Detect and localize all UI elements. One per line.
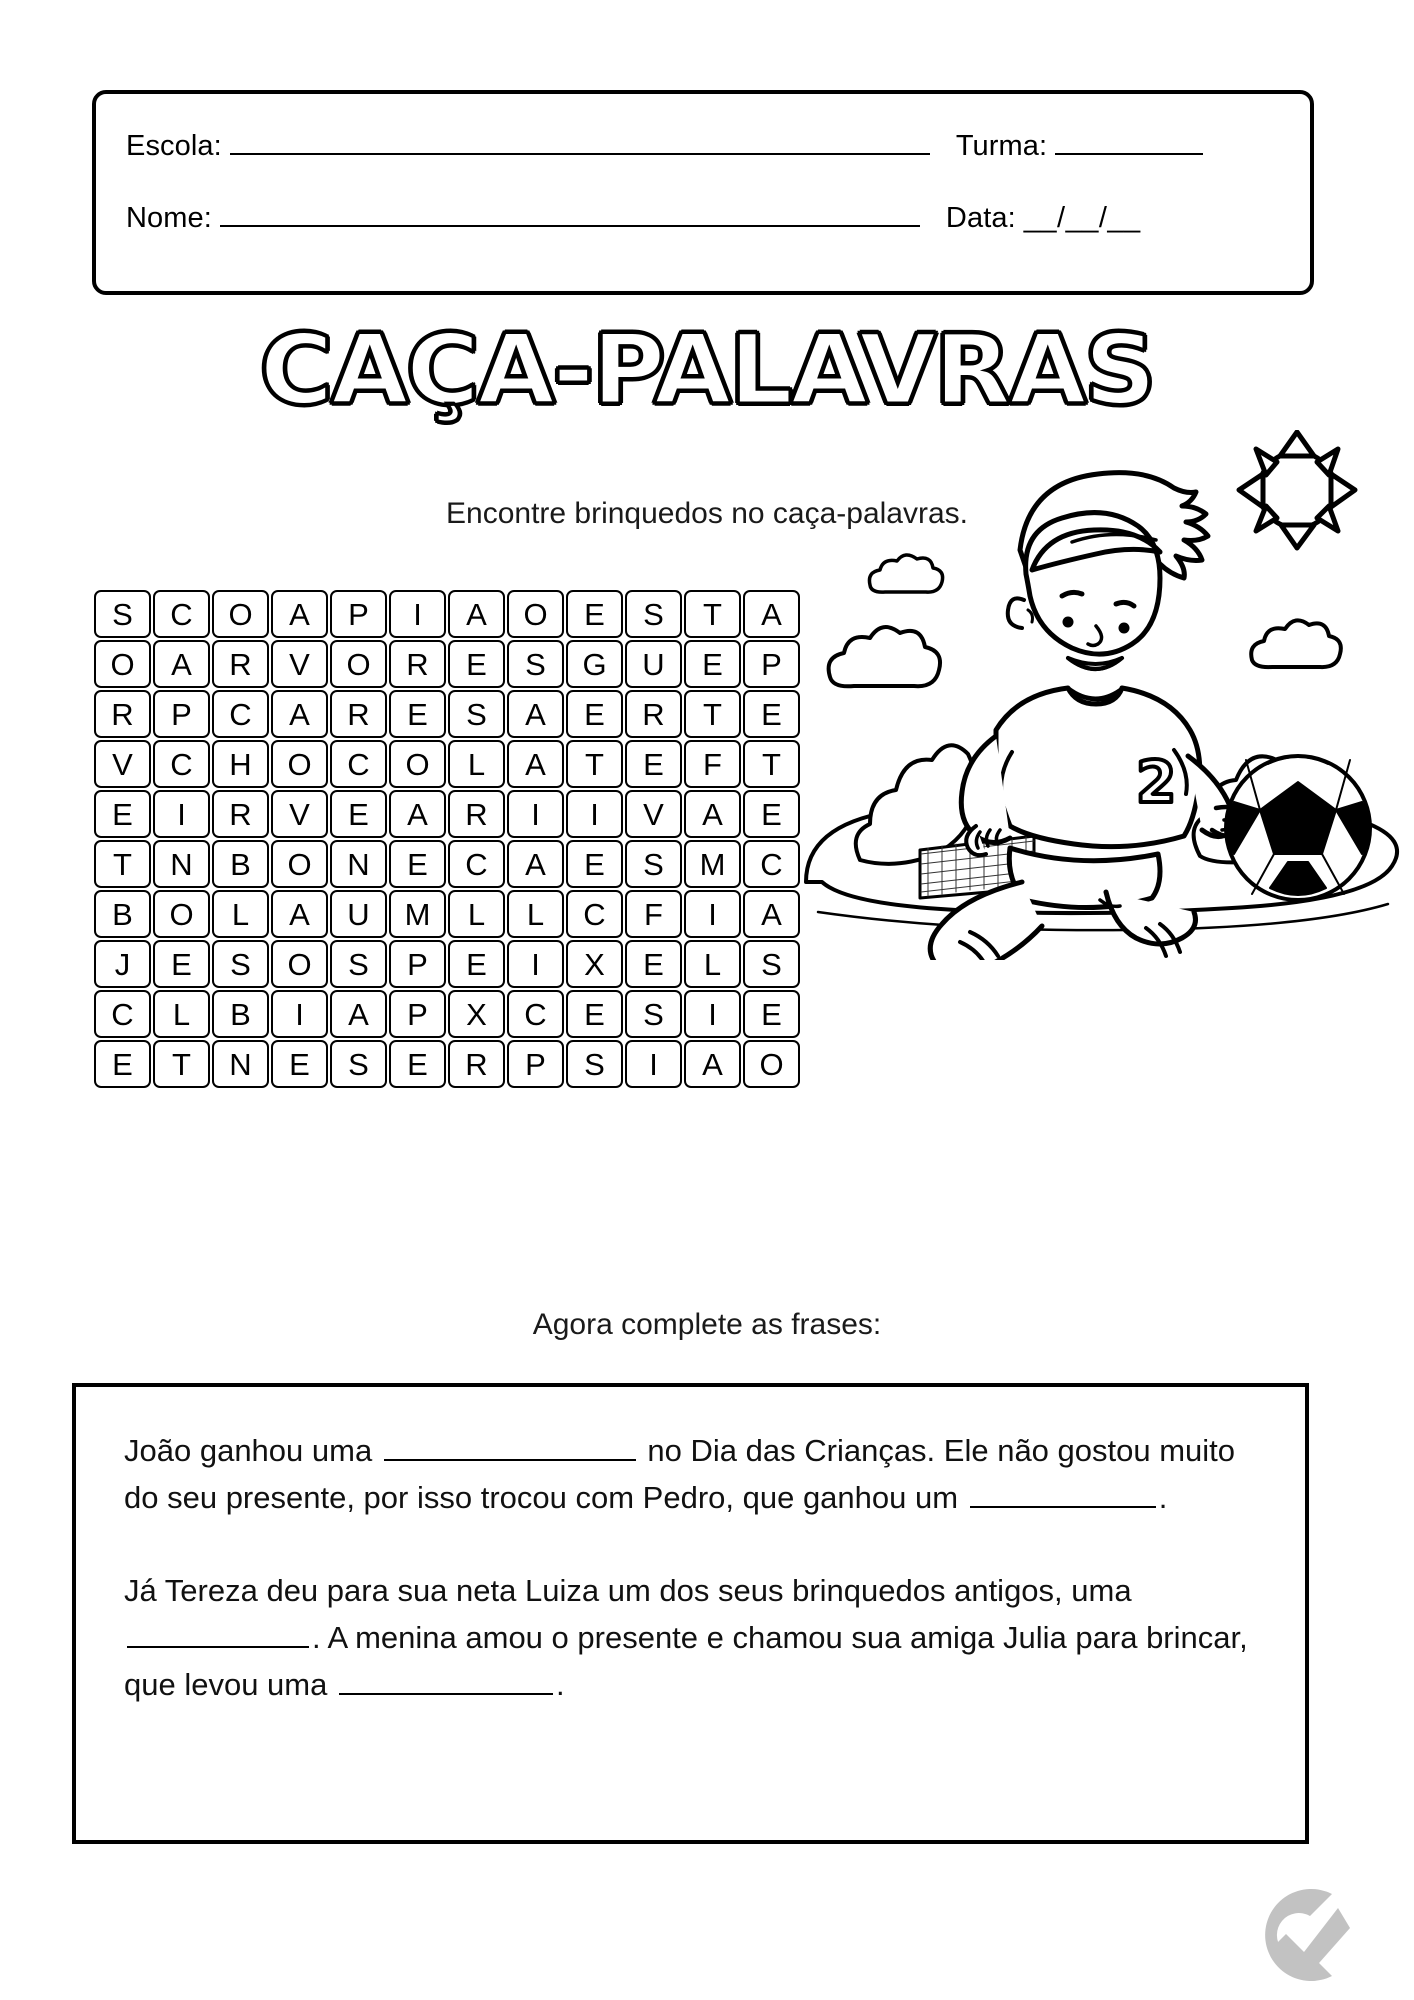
grid-cell-r6-c4[interactable]: O: [271, 840, 328, 888]
grid-cell-r2-c6[interactable]: R: [389, 640, 446, 688]
grid-cell-r2-c7[interactable]: E: [448, 640, 505, 688]
sentence-1-blank-1[interactable]: [384, 1435, 636, 1461]
grid-cell-r8-c7[interactable]: E: [448, 940, 505, 988]
grid-cell-r8-c11[interactable]: L: [684, 940, 741, 988]
grid-cell-r5-c12[interactable]: E: [743, 790, 800, 838]
grid-cell-r10-c11[interactable]: A: [684, 1040, 741, 1088]
jersey-number: 2: [1136, 748, 1177, 816]
grid-cell-r7-c7[interactable]: L: [448, 890, 505, 938]
grid-cell-r10-c10[interactable]: I: [625, 1040, 682, 1088]
grid-cell-r10-c9[interactable]: S: [566, 1040, 623, 1088]
grid-cell-r4-c10[interactable]: E: [625, 740, 682, 788]
grid-cell-r2-c3[interactable]: R: [212, 640, 269, 688]
grid-cell-r10-c3[interactable]: N: [212, 1040, 269, 1088]
grid-cell-r3-c1[interactable]: R: [94, 690, 151, 738]
grid-cell-r5-c1[interactable]: E: [94, 790, 151, 838]
grid-cell-r1-c7[interactable]: A: [448, 590, 505, 638]
grid-cell-r7-c6[interactable]: M: [389, 890, 446, 938]
grid-cell-r4-c12[interactable]: T: [743, 740, 800, 788]
grid-cell-r6-c7[interactable]: C: [448, 840, 505, 888]
grid-cell-r1-c11[interactable]: T: [684, 590, 741, 638]
grid-cell-r6-c5[interactable]: N: [330, 840, 387, 888]
grid-cell-r10-c2[interactable]: T: [153, 1040, 210, 1088]
grid-cell-r3-c3[interactable]: C: [212, 690, 269, 738]
grid-cell-r2-c8[interactable]: S: [507, 640, 564, 688]
name-date-row: [126, 202, 1282, 235]
grid-cell-r10-c4[interactable]: E: [271, 1040, 328, 1088]
grid-cell-r7-c1[interactable]: B: [94, 890, 151, 938]
grid-cell-r8-c10[interactable]: E: [625, 940, 682, 988]
grid-cell-r1-c12[interactable]: A: [743, 590, 800, 638]
grid-cell-r2-c2[interactable]: A: [153, 640, 210, 688]
grid-cell-r8-c4[interactable]: O: [271, 940, 328, 988]
grid-cell-r8-c9[interactable]: X: [566, 940, 623, 988]
grid-cell-r4-c4[interactable]: O: [271, 740, 328, 788]
grid-cell-r5-c3[interactable]: R: [212, 790, 269, 838]
soccer-ball-icon: [1226, 756, 1370, 900]
grid-cell-r6-c2[interactable]: N: [153, 840, 210, 888]
grid-cell-r9-c2[interactable]: L: [153, 990, 210, 1038]
grid-cell-r9-c9[interactable]: E: [566, 990, 623, 1038]
grid-cell-r3-c2[interactable]: P: [153, 690, 210, 738]
cloud-icon-right: [1251, 620, 1341, 667]
grid-cell-r5-c8[interactable]: I: [507, 790, 564, 838]
turma-label: Turma:: [955, 130, 1048, 162]
boy-soccer-illustration: [800, 430, 1400, 960]
grid-cell-r5-c10[interactable]: V: [625, 790, 682, 838]
grid-cell-r6-c6[interactable]: E: [389, 840, 446, 888]
grid-cell-r3-c8[interactable]: A: [507, 690, 564, 738]
grid-cell-r5-c5[interactable]: E: [330, 790, 387, 838]
grid-cell-r1-c1[interactable]: S: [94, 590, 151, 638]
grid-cell-r3-c9[interactable]: E: [566, 690, 623, 738]
data-label: Data:: [945, 202, 1016, 234]
grid-cell-r7-c12[interactable]: A: [743, 890, 800, 938]
grid-cell-r8-c8[interactable]: I: [507, 940, 564, 988]
grid-cell-r3-c10[interactable]: R: [625, 690, 682, 738]
grid-cell-r1-c5[interactable]: P: [330, 590, 387, 638]
grid-cell-r3-c11[interactable]: T: [684, 690, 741, 738]
page-title: CAÇA-PALAVRAS: [259, 314, 1155, 426]
escola-input-line[interactable]: [230, 131, 930, 155]
grid-cell-r6-c3[interactable]: B: [212, 840, 269, 888]
sentence-paragraph-2: [124, 1567, 1257, 1708]
grid-cell-r2-c9[interactable]: G: [566, 640, 623, 688]
grid-cell-r5-c4[interactable]: V: [271, 790, 328, 838]
grid-cell-r1-c6[interactable]: I: [389, 590, 446, 638]
grid-cell-r4-c3[interactable]: H: [212, 740, 269, 788]
escola-label: Escola:: [126, 130, 222, 162]
grid-cell-r3-c12[interactable]: E: [743, 690, 800, 738]
grid-cell-r5-c11[interactable]: A: [684, 790, 741, 838]
grid-cell-r10-c8[interactable]: P: [507, 1040, 564, 1088]
grid-cell-r8-c5[interactable]: S: [330, 940, 387, 988]
school-class-row: [126, 130, 1282, 163]
grid-cell-r10-c12[interactable]: O: [743, 1040, 800, 1088]
grid-cell-r2-c12[interactable]: P: [743, 640, 800, 688]
checkmark-logo: [1234, 1882, 1350, 1988]
subinstruction-text: Agora complete as frases:: [532, 1308, 882, 1341]
grid-cell-r3-c5[interactable]: R: [330, 690, 387, 738]
sentence-1-text-b: no Dia das Crianças. Ele não gostou muito do seu presente, por isso trocou com Pedro, que ganhou um: [124, 1433, 1236, 1516]
grid-cell-r4-c8[interactable]: A: [507, 740, 564, 788]
grid-cell-r9-c10[interactable]: S: [625, 990, 682, 1038]
grid-cell-r6-c9[interactable]: E: [566, 840, 623, 888]
grid-cell-r2-c4[interactable]: V: [271, 640, 328, 688]
grid-cell-r1-c2[interactable]: C: [153, 590, 210, 638]
grid-cell-r5-c7[interactable]: R: [448, 790, 505, 838]
turma-input-line[interactable]: [1055, 131, 1203, 155]
grid-cell-r1-c8[interactable]: O: [507, 590, 564, 638]
grid-cell-r7-c10[interactable]: F: [625, 890, 682, 938]
grid-cell-r6-c1[interactable]: T: [94, 840, 151, 888]
grid-cell-r6-c11[interactable]: M: [684, 840, 741, 888]
sentence-2-text-c: .: [555, 1667, 565, 1703]
grid-cell-r1-c3[interactable]: O: [212, 590, 269, 638]
sun-icon: [1239, 432, 1355, 548]
sentence-2-text-a: Já Tereza deu para sua neta Luiza um dos seus brinquedos antigos, uma: [124, 1573, 1132, 1609]
grid-cell-r1-c4[interactable]: A: [271, 590, 328, 638]
grid-cell-r2-c5[interactable]: O: [330, 640, 387, 688]
grid-cell-r4-c9[interactable]: T: [566, 740, 623, 788]
sentence-1-text-a: João ganhou uma: [124, 1433, 381, 1468]
grid-cell-r10-c1[interactable]: E: [94, 1040, 151, 1088]
grid-cell-r8-c6[interactable]: P: [389, 940, 446, 988]
grid-cell-r8-c2[interactable]: E: [153, 940, 210, 988]
grid-cell-r9-c6[interactable]: P: [389, 990, 446, 1038]
grid-cell-r6-c10[interactable]: S: [625, 840, 682, 888]
grid-cell-r4-c5[interactable]: C: [330, 740, 387, 788]
grid-cell-r4-c7[interactable]: L: [448, 740, 505, 788]
grid-cell-r6-c8[interactable]: A: [507, 840, 564, 888]
instruction-text: Encontre brinquedos no caça-palavras.: [446, 497, 968, 530]
grid-cell-r2-c10[interactable]: U: [625, 640, 682, 688]
grid-cell-r8-c3[interactable]: S: [212, 940, 269, 988]
grid-cell-r9-c4[interactable]: I: [271, 990, 328, 1038]
grid-cell-r1-c10[interactable]: S: [625, 590, 682, 638]
grid-cell-r2-c1[interactable]: O: [94, 640, 151, 688]
word-search-grid: [94, 590, 800, 1088]
grid-cell-r4-c6[interactable]: O: [389, 740, 446, 788]
grid-cell-r6-c12[interactable]: C: [743, 840, 800, 888]
grid-cell-r10-c5[interactable]: S: [330, 1040, 387, 1088]
grid-cell-r4-c1[interactable]: V: [94, 740, 151, 788]
grid-cell-r5-c2[interactable]: I: [153, 790, 210, 838]
grid-cell-r10-c7[interactable]: R: [448, 1040, 505, 1088]
grid-cell-r9-c5[interactable]: A: [330, 990, 387, 1038]
grid-cell-r3-c7[interactable]: S: [448, 690, 505, 738]
sentence-paragraph-1: [124, 1427, 1257, 1521]
grid-cell-r8-c12[interactable]: S: [743, 940, 800, 988]
nome-label: Nome:: [126, 202, 212, 234]
sentence-2-blank-1[interactable]: [127, 1622, 309, 1648]
grid-cell-r3-c4[interactable]: A: [271, 690, 328, 738]
grid-cell-r8-c1[interactable]: J: [94, 940, 151, 988]
sentence-1-blank-2[interactable]: [970, 1482, 1156, 1508]
grid-cell-r7-c3[interactable]: L: [212, 890, 269, 938]
sentence-2-text-b: . A menina amou o presente e chamou sua amiga Julia para brincar, que levou uma: [124, 1620, 1248, 1703]
student-info-box: [92, 90, 1314, 295]
grid-cell-r5-c9[interactable]: I: [566, 790, 623, 838]
grid-cell-r3-c6[interactable]: E: [389, 690, 446, 738]
nome-input-line[interactable]: [220, 203, 920, 227]
data-input-slots[interactable]: __/__/__: [1023, 202, 1141, 234]
grid-cell-r7-c2[interactable]: O: [153, 890, 210, 938]
grid-cell-r5-c6[interactable]: A: [389, 790, 446, 838]
grid-cell-r9-c11[interactable]: I: [684, 990, 741, 1038]
grid-cell-r7-c8[interactable]: L: [507, 890, 564, 938]
grid-cell-r4-c2[interactable]: C: [153, 740, 210, 788]
grid-cell-r7-c9[interactable]: C: [566, 890, 623, 938]
grid-cell-r7-c5[interactable]: U: [330, 890, 387, 938]
cloud-icon-small-top: [869, 555, 942, 592]
grid-cell-r4-c11[interactable]: F: [684, 740, 741, 788]
grid-cell-r9-c8[interactable]: C: [507, 990, 564, 1038]
grid-cell-r10-c6[interactable]: E: [389, 1040, 446, 1088]
grid-cell-r2-c11[interactable]: E: [684, 640, 741, 688]
sentence-2-blank-2[interactable]: [339, 1669, 553, 1695]
sentence-1-text-c: .: [1158, 1480, 1168, 1516]
grid-cell-r7-c4[interactable]: A: [271, 890, 328, 938]
grid-cell-r9-c3[interactable]: B: [212, 990, 269, 1038]
grid-cell-r9-c12[interactable]: E: [743, 990, 800, 1038]
grid-cell-r7-c11[interactable]: I: [684, 890, 741, 938]
grid-cell-r1-c9[interactable]: E: [566, 590, 623, 638]
sentence-completion-box: [72, 1383, 1309, 1844]
cloud-icon-large-left: [829, 627, 940, 686]
grid-cell-r9-c7[interactable]: X: [448, 990, 505, 1038]
grid-cell-r9-c1[interactable]: C: [94, 990, 151, 1038]
